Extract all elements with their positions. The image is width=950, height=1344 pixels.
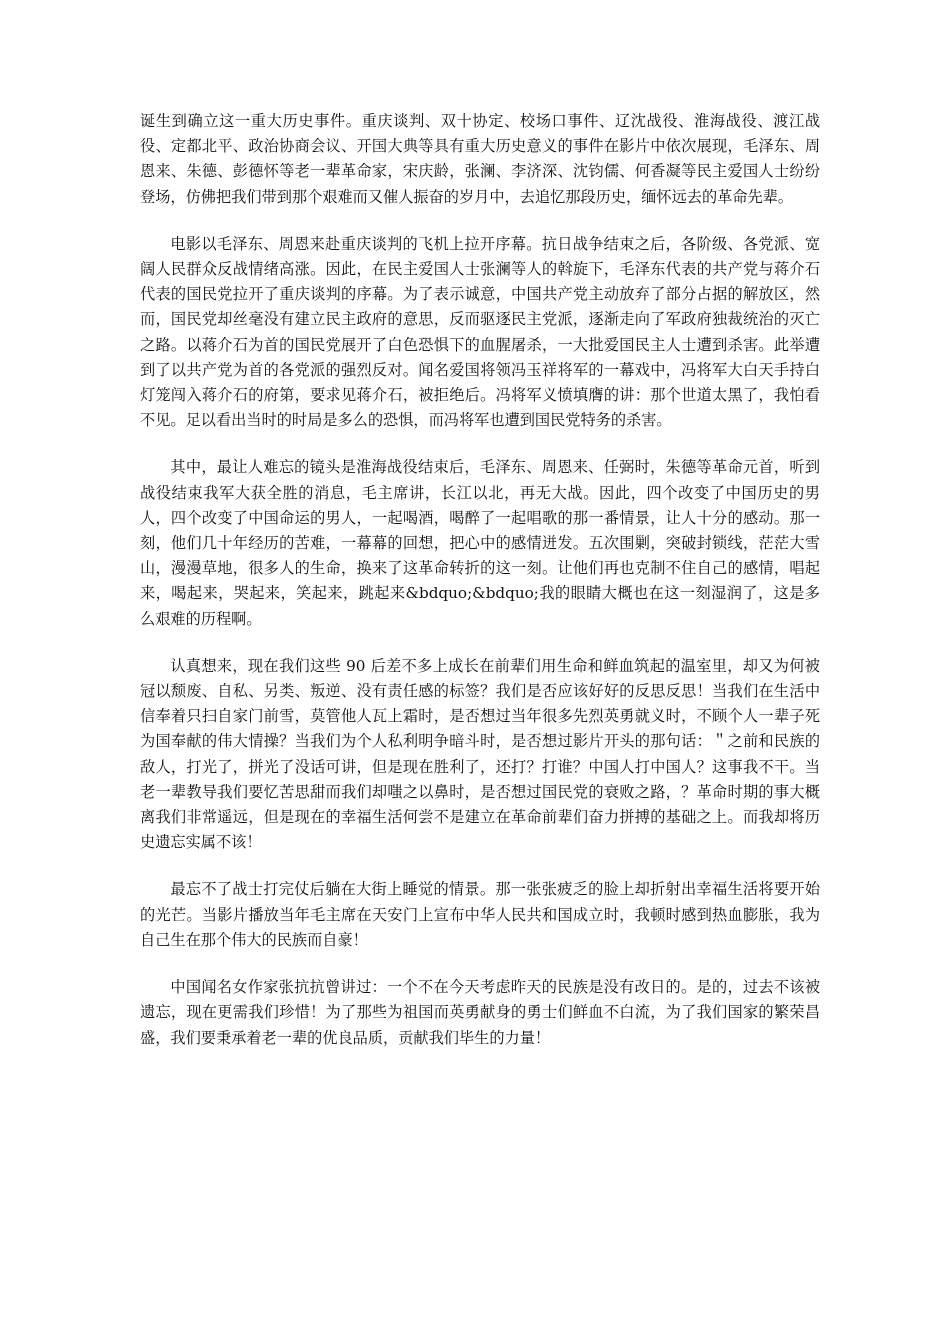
- document-page: [140, 109, 820, 1073]
- paragraph-4: 认真想来，现在我们这些 90 后差不多上成长在前辈们用生命和鲜血筑起的温室里，却又为何被冠以颓废、自私、另类、叛逆、没有责任感的标签？我们是否应该好好的反思反思！当我们在生活中信奉着只扫自家门前雪，莫管他人瓦上霜时，是否想过当年很多先烈英勇就义时，不顾个人一辈子死为国奉献的伟大情操？当我们为个人私利明争暗斗时，是否想过影片开头的那句话：＂之前和民族的敌人，打光了，拼光了没话可讲，但是现在胜利了，还打？打谁？中国人打中国人？这事我不干。当老一辈教导我们要忆苦思甜而我们却嗤之以鼻时，是否想过国民党的衰败之路，？革命时期的事大概离我们非常遥远，但是现在的幸福生活何尝不是建立在革命前辈们奋力拼搏的基础之上。而我却将历史遗忘实属不该！: [140, 656, 820, 852]
- paragraph-3: 其中，最让人难忘的镜头是淮海战役结束后，毛泽东、周恩来、任弼时，朱德等革命元首，听到战役结束我军大获全胜的消息，毛主席讲，长江以北，再无大战。因此，四个改变了中国历史的男人，四个改变了中国命运的男人，一起喝酒，喝醉了一起唱歌的那一番情景，让人十分的感动。那一刻，他们几十年经历的苦难，一幕幕的回想，把心中的感情迸发。五次围剿，突破封锁线，茫茫大雪山，漫漫草地，很多人的生命，换来了这革命转折的这一刻。让他们再也克制不住自己的感情，唱起来，喝起来，哭起来，笑起来，跳起来&bdquo;&bdquo;我的眼睛大概也在这一刻湿润了，这是多么艰难的历程啊。: [140, 458, 820, 628]
- paragraph-6: 中国闻名女作家张抗抗曾讲过：一个不在今天考虑昨天的民族是没有改日的。是的，过去不该被遗忘，现在更需我们珍惜！为了那些为祖国而英勇献身的勇士们鲜血不白流，为了我们国家的繁荣昌盛，我们要秉承着老一辈的优良品质，贡献我们毕生的力量！: [140, 978, 820, 1047]
- paragraph-5: 最忘不了战士打完仗后躺在大街上睡觉的情景。那一张张疲乏的脸上却折射出幸福生活将要开始的光芒。当影片播放当年毛主席在天安门上宣布中华人民共和国成立时，我顿时感到热血膨胀，我为自己生在那个伟大的民族而自豪！: [140, 880, 820, 949]
- paragraph-2: 电影以毛泽东、周恩来赴重庆谈判的飞机上拉开序幕。抗日战争结束之后，各阶级、各党派、宽阔人民群众反战情绪高涨。因此，在民主爱国人士张澜等人的斡旋下，毛泽东代表的共产党与蒋介石代表的国民党拉开了重庆谈判的序幕。为了表示诚意，中国共产党主动放弃了部分占据的解放区，然而，国民党却丝毫没有建立民主政府的意思，反而驱逐民主党派，逐渐走向了军政府独裁统治的灭亡之路。以蒋介石为首的国民党展开了白色恐惧下的血腥屠杀，一大批爱国民主人士遭到杀害。此举遭到了以共产党为首的各党派的强烈反对。闻名爱国将领冯玉祥将军的一幕戏中，冯将军大白天手持白灯笼闯入蒋介石的府第，要求见蒋介石，被拒绝后。冯将军义愤填膺的讲：那个世道太黑了，我怕看不见。足以看出当时的时局是多么的恐惧，而冯将军也遭到国民党特务的杀害。: [140, 234, 820, 430]
- paragraph-1: 诞生到确立这一重大历史事件。重庆谈判、双十协定、校场口事件、辽沈战役、淮海战役、渡江战役、定都北平、政治协商会议、开国大典等具有重大历史意义的事件在影片中依次展现，毛泽东、周恩来、朱德、彭德怀等老一辈革命家，宋庆龄，张澜、李济深、沈钧儒、何香凝等民主爱国人士纷纷登场，仿佛把我们带到那个艰难而又催人振奋的岁月中，去追忆那段历史，缅怀远去的革命先辈。: [140, 112, 820, 206]
